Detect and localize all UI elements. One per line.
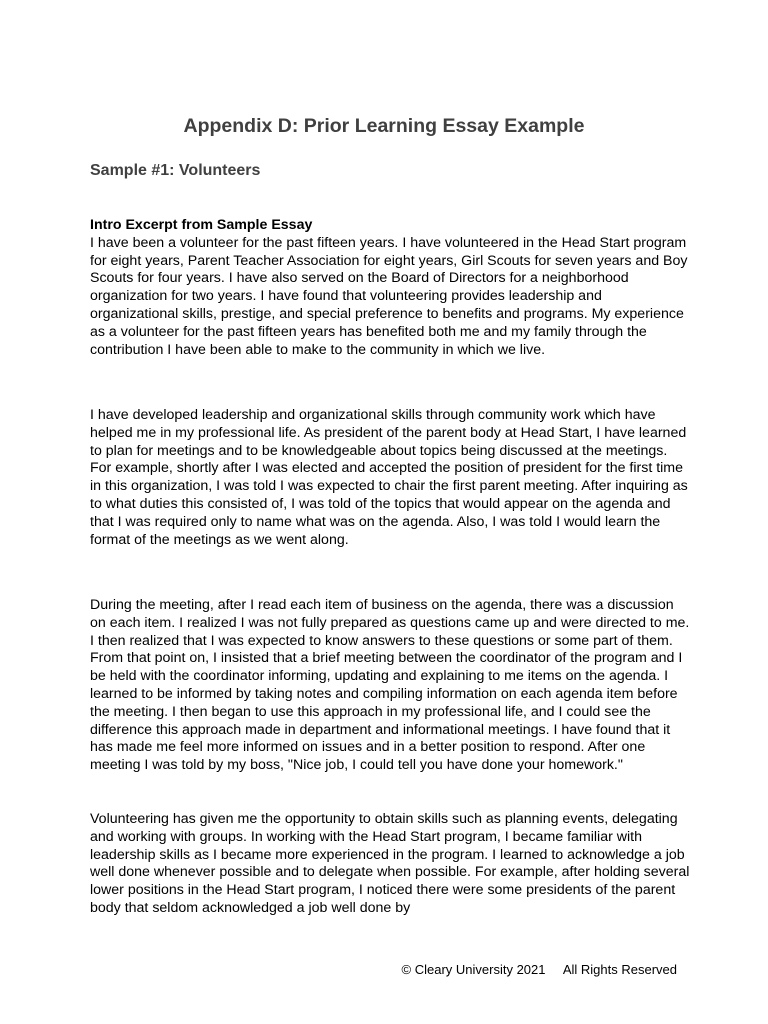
paragraph-text: During the meeting, after I read each item of business on the agenda, there was a discussion on each item. I realized I was not fully prepared as questions came up and were directed to me. I then realized that I was expected to know answers to these questions or some part of them. From that point on, I insisted that a brief meeting between the coordinator of the program and I be held with the coordinator informing, updating and explaining to me items on the agenda. I learned to be informed by taking notes and compiling information on each agenda item before the meeting. I then began to use this approach in my professional life, and I could see the difference this approach made in department and informational meetings. I have found that it has made me feel more informed on issues and in a better position to respond. After one meeting I was told by my boss, "Nice job, I could tell you have done your homework." [90,597,690,774]
paragraph-text: Volunteering has given me the opportunity to obtain skills such as planning events, delegating and working with groups. In working with the Head Start program, I became familiar with leadership skills as I became more experienced in the program. I learned to acknowledge a job well done whenever possible and to delegate when possible. For example, after holding several lower positions in the Head Start program, I noticed there were some presidents of the parent body that seldom acknowledged a job well done by [90,811,690,916]
paragraph-text: I have been a volunteer for the past fifteen years. I have volunteered in the Head Start program for eight years, Parent Teacher Association for eight years, Girl Scouts for seven years and Boy Scouts for four years. I have also served on the Board of Directors for a neighborhood organization for two years. I have found that volunteering provides leadership and organizational skills, prestige, and special preference to benefits and programs. My experience as a volunteer for the past fifteen years has benefited both me and my family through the contribution I have been able to make to the community in which we live. [90,234,688,358]
footer-copyright: © Cleary University 2021 [401,962,546,977]
page-subtitle: Sample #1: Volunteers [90,162,261,179]
paragraph-intro [90,217,690,359]
footer-rights: All Rights Reserved [562,962,677,977]
page-footer [402,961,677,979]
section-heading: Intro Excerpt from Sample Essay [90,217,313,233]
page-title: Appendix D: Prior Learning Essay Example [183,115,585,137]
paragraph-text: I have developed leadership and organizational skills through community work which have helped me in my professional life. As president of the parent body at Head Start, I have learned to plan for meetings and to be knowledgeable about topics being discussed at the meetings. For example, shortly after I was elected and accepted the position of president for the first time in this organization, I was told I was expected to chair the first parent meeting. After inquiring as to what duties this consisted of, I was told of the topics that would appear on the agenda and that I was required only to name what was on the agenda. Also, I was told I would learn the format of the meetings as we went along. [90,407,688,548]
